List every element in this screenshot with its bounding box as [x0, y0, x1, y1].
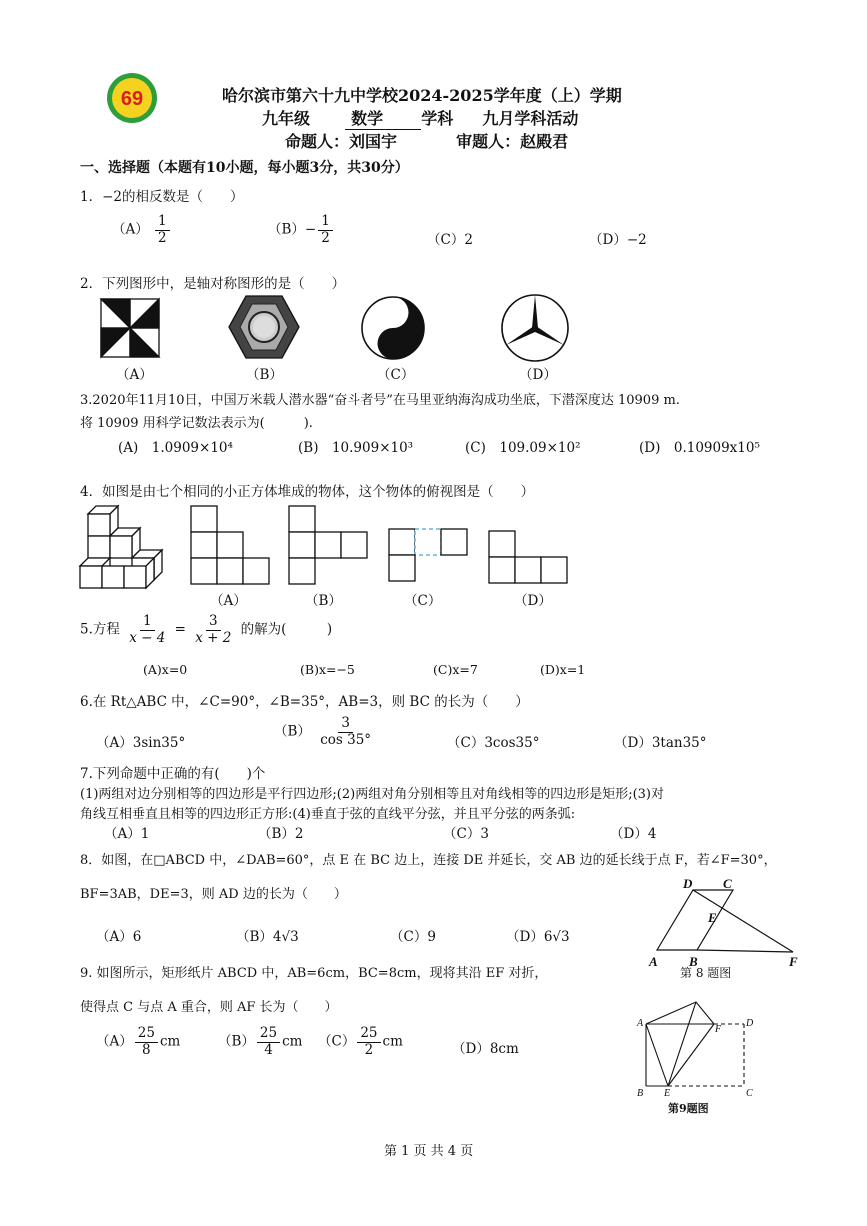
subject: 数学: [345, 106, 421, 130]
logo-icon: [106, 72, 158, 124]
q6-b-num: 3: [338, 716, 353, 733]
q8-option-c[interactable]: （C）9: [390, 929, 436, 945]
q2-label-b[interactable]: （B）: [246, 367, 283, 383]
q4-stem: 4．如图是由七个相同的小正方体堆成的物体，这个物体的俯视图是（ ）: [80, 484, 535, 500]
q8-parallelogram-figure: [645, 874, 805, 974]
activity: 九月学科活动: [482, 109, 579, 128]
q9-line2: 使得点 C 与点 A 重合，则 AF 长为（ ）: [80, 1000, 338, 1015]
q5-left-fraction: [126, 614, 168, 646]
q3-option-a[interactable]: (A) 1.0909×10⁴: [118, 440, 233, 456]
q9-c-label: （C）: [318, 1033, 356, 1050]
q9-fig-caption: 第9题图: [668, 1102, 709, 1115]
q9-c-num: 25: [357, 1026, 380, 1043]
school-logo: [106, 72, 158, 124]
q8-pt-c: C: [723, 876, 732, 891]
q6-option-a[interactable]: （A）3sin35°: [96, 735, 186, 751]
q1-option-a[interactable]: [112, 214, 172, 246]
q6-option-c[interactable]: （C）3cos35°: [447, 735, 540, 751]
section-title: 一、选择题（本题有10小题，每小题3分，共30分）: [80, 160, 409, 176]
q3-option-d[interactable]: (D) 0.10909x10⁵: [639, 440, 760, 456]
q6-stem: 6.在 Rt△ABC 中，∠C=90°，∠B=35°，AB=3，则 BC 的长为（ ）: [80, 694, 529, 710]
q1-b-den: 2: [321, 229, 330, 246]
q4-label-d[interactable]: （D）: [514, 593, 552, 609]
q5-right-fraction: [192, 614, 234, 646]
q9-option-c[interactable]: [318, 1026, 403, 1058]
q9-a-num: 25: [135, 1026, 158, 1043]
q3-line2: 将 10909 用科学记数法表示为( ).: [80, 416, 313, 431]
q5-option-b[interactable]: (B)x=−5: [300, 662, 355, 677]
q8-option-d[interactable]: （D）6√3: [506, 929, 570, 945]
q4-option-b-figure: [288, 505, 368, 585]
q4-option-a-figure: [190, 505, 270, 585]
q9-option-d[interactable]: （D）8cm: [452, 1041, 519, 1057]
q9-line1: 9. 如图所示，矩形纸片 ABCD 中，AB=6cm，BC=8cm，现将其沿 EF 对折，: [80, 966, 548, 981]
q9-pt-a: A: [637, 1018, 644, 1029]
q1-option-b[interactable]: [268, 214, 335, 246]
subject-suffix: 学科: [421, 109, 454, 128]
q1-a-num: 1: [155, 214, 170, 231]
q2-figure-d-star-icon: [500, 293, 570, 363]
q9-b-unit: cm: [282, 1033, 303, 1050]
q8-pt-a: A: [649, 954, 658, 969]
q6-b-label: （B）: [274, 723, 311, 740]
q7-option-c[interactable]: （C）3: [443, 826, 489, 842]
q8-pt-d: D: [683, 876, 693, 891]
q9-a-label: （A）: [96, 1033, 133, 1050]
q8-line2: BF=3AB，DE=3，则 AD 边的长为（ ）: [80, 887, 347, 902]
q7-line2: 角线互相垂直且相等的四边形正方形:(4)垂直于弦的直线平分弦，并且平分弦的两条弧:: [80, 807, 576, 822]
q1-a-fraction: [155, 214, 170, 246]
q7-stem: 7.下列命题中正确的有( )个: [80, 766, 266, 782]
q5-l-den: x − 4: [129, 629, 166, 646]
q9-b-den: 4: [264, 1041, 273, 1058]
q6-b-den: cos 35°: [320, 731, 372, 748]
q9-pt-c: C: [746, 1088, 753, 1099]
q2-figure-a-pinwheel-icon: [100, 298, 160, 358]
q9-option-b[interactable]: [218, 1026, 302, 1058]
q8-option-b[interactable]: （B）4√3: [236, 929, 299, 945]
q5-suffix: 的解为( ): [240, 621, 333, 638]
q7-option-a[interactable]: （A）1: [104, 826, 150, 842]
q9-a-fraction: [135, 1026, 158, 1058]
q8-pt-f: F: [789, 954, 798, 969]
logo-text: 69: [120, 88, 144, 110]
q5-option-c[interactable]: (C)x=7: [433, 662, 478, 677]
q9-pt-e: E: [664, 1088, 671, 1099]
q9-pt-d: D: [746, 1018, 754, 1029]
q9-b-fraction: [257, 1026, 280, 1058]
q2-figure-c-yinyang-icon: [360, 295, 426, 361]
q5-l-num: 1: [140, 614, 155, 631]
q9-pt-f: F: [715, 1024, 722, 1035]
q9-b-label: （B）: [218, 1033, 255, 1050]
page-footer: 第 1 页 共 4 页: [384, 1144, 474, 1159]
q1-b-label: （B）−: [268, 221, 317, 238]
q4-option-d-figure: [488, 530, 568, 586]
q9-a-den: 8: [142, 1041, 151, 1058]
q8-fig-caption: 第 8 题图: [680, 966, 732, 980]
q4-cube-stack-figure: [78, 504, 170, 596]
q7-option-d[interactable]: （D）4: [610, 826, 657, 842]
q9-c-fraction: [357, 1026, 380, 1058]
header-author-line: [285, 129, 568, 152]
q9-rectangle-fold-figure: [632, 996, 762, 1100]
q5-r-num: 3: [206, 614, 221, 631]
q6-option-b[interactable]: [274, 716, 376, 748]
q7-option-b[interactable]: （B）2: [258, 826, 304, 842]
q1-a-den: 2: [158, 229, 167, 246]
q3-option-b[interactable]: (B) 10.909×10³: [298, 440, 414, 456]
q1-b-fraction: [318, 214, 333, 246]
q5-option-d[interactable]: (D)x=1: [540, 662, 586, 677]
q5-eq: =: [174, 621, 186, 638]
q5-prefix: 5.方程: [80, 621, 120, 638]
q9-a-unit: cm: [159, 1033, 181, 1050]
q5-stem: [80, 614, 332, 646]
q2-label-d[interactable]: （D）: [519, 367, 557, 383]
q5-option-a[interactable]: (A)x=0: [143, 662, 188, 677]
header-grade-line: [262, 106, 578, 130]
q1-b-num: 1: [318, 214, 333, 231]
q9-pt-b: B: [637, 1088, 644, 1099]
q8-option-a[interactable]: （A）6: [96, 929, 142, 945]
q6-b-fraction: [317, 716, 374, 748]
q1-option-d[interactable]: （D）−2: [589, 232, 647, 248]
q9-c-unit: cm: [382, 1033, 403, 1050]
q7-line1: (1)两组对边分别相等的四边形是平行四边形;(2)两组对角分别相等且对角线相等的四边形是矩形;(3)对: [80, 787, 665, 802]
q4-label-a[interactable]: （A）: [210, 593, 247, 609]
q1-option-c[interactable]: （C）2: [427, 232, 473, 248]
q8-line1: 8．如图，在□ABCD 中，∠DAB=60°，点 E 在 BC 边上，连接 DE 并延长，交 AB 边的延长线于点 F，若∠F=30°，: [80, 853, 777, 868]
q2-figure-b-hexagon-icon: [228, 294, 300, 360]
q6-option-d[interactable]: （D）3tan35°: [614, 735, 707, 751]
reviewer: 审题人：赵殿君: [456, 132, 569, 151]
q3-option-c[interactable]: (C) 109.09×10²: [465, 440, 581, 456]
grade: 九年级: [262, 109, 311, 128]
q2-label-c[interactable]: （C）: [377, 367, 415, 383]
q4-label-b[interactable]: （B）: [305, 593, 342, 609]
q8-pt-e: E: [708, 910, 717, 925]
q2-stem: 2．下列图形中，是轴对称图形的是（ ）: [80, 276, 346, 292]
q4-label-c[interactable]: （C）: [404, 593, 442, 609]
q3-line1: 3.2020年11月10日，中国万米载人潜水器“奋斗者号”在马里亚纳海沟成功坐底，下潜深度达 10909 m.: [80, 393, 680, 408]
q5-r-den: x + 2: [195, 629, 232, 646]
q8-pt-b: B: [689, 954, 698, 969]
q9-c-den: 2: [364, 1041, 374, 1058]
q4-option-c-figure: [388, 528, 468, 584]
q1-a-label: （A）: [112, 221, 149, 238]
author: 命题人：刘国宇: [285, 132, 398, 151]
q1-stem: 1．−2的相反数是（ ）: [80, 189, 244, 205]
q9-b-num: 25: [257, 1026, 280, 1043]
q2-label-a[interactable]: （A）: [116, 367, 153, 383]
q9-option-a[interactable]: [96, 1026, 180, 1058]
header-title: 哈尔滨市第六十九中学校2024-2025学年度（上）学期: [222, 86, 622, 105]
